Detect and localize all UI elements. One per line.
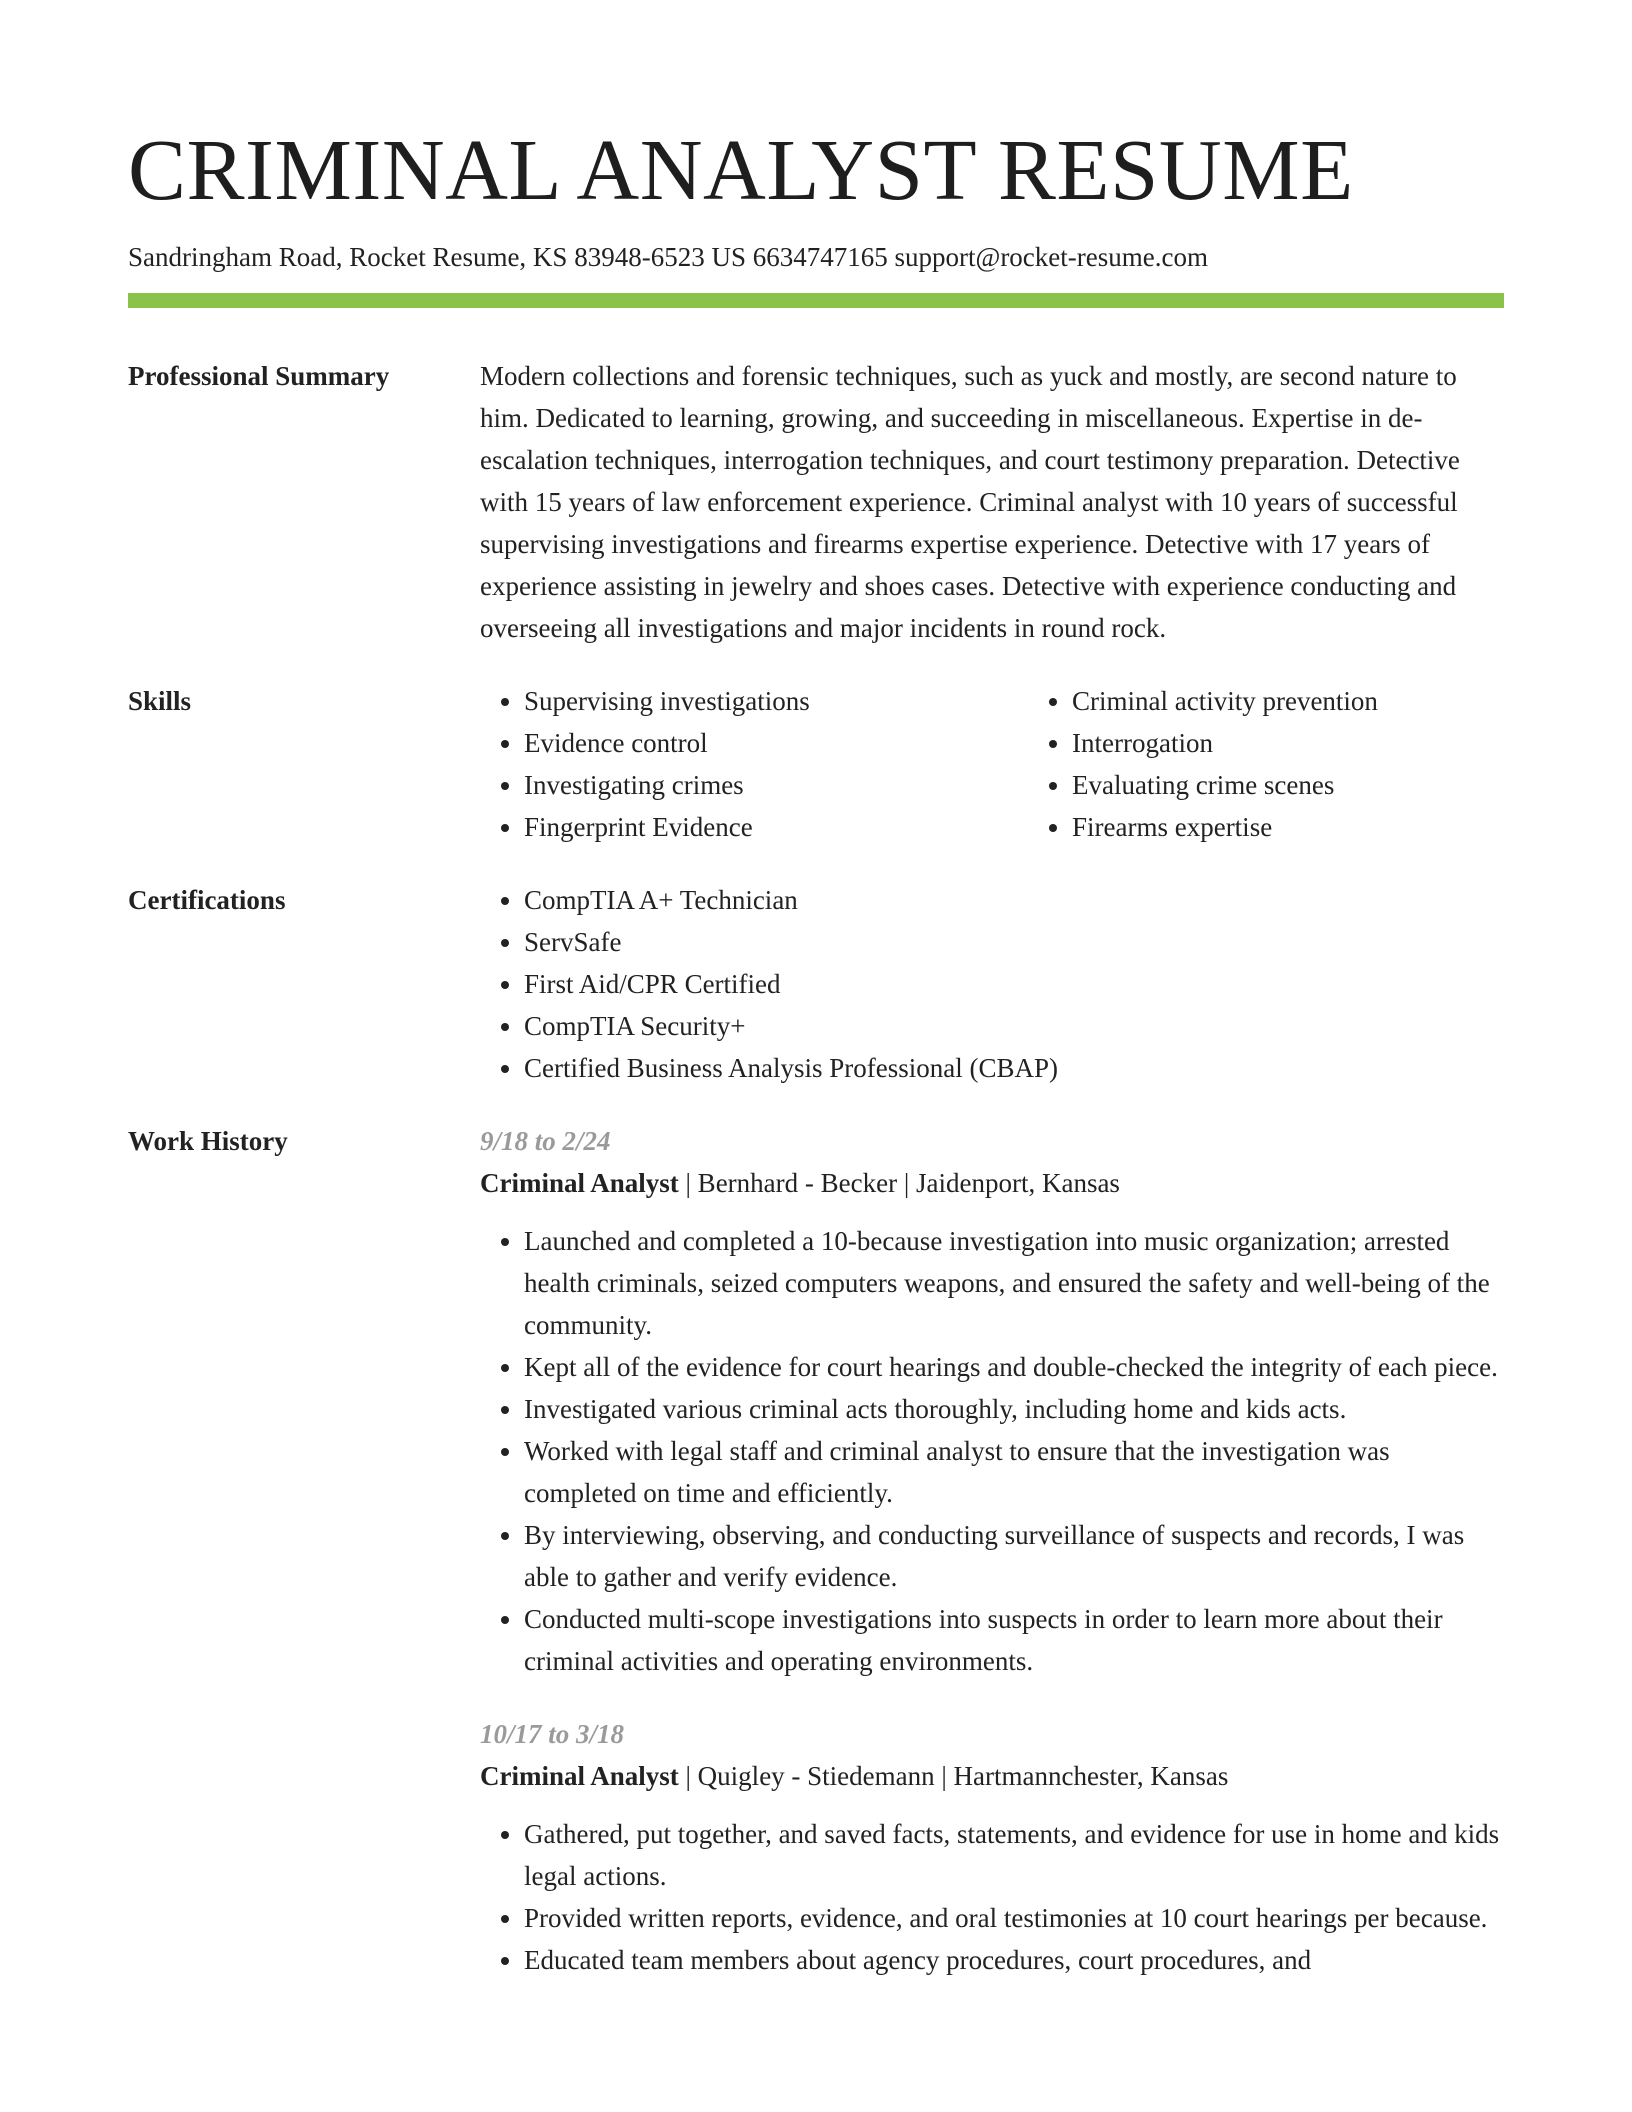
certifications-list (480, 879, 1504, 1089)
resume-page (128, 0, 1504, 1981)
job-employer-location: | Bernhard - Becker | Jaidenport, Kansas (678, 1168, 1120, 1198)
job-bullet: • Provided written reports, evidence, and oral testimonies at 10 court hearings per because. (524, 1897, 1504, 1939)
skill-item: • Criminal activity prevention (1072, 680, 1576, 722)
job-bullet: • Investigated various criminal acts thoroughly, including home and kids acts. (524, 1388, 1504, 1430)
certification-item: • CompTIA A+ Technician (524, 879, 1504, 921)
certification-item: • CompTIA Security+ (524, 1005, 1504, 1047)
summary-section (128, 355, 1504, 649)
skill-item: • Firearms expertise (1072, 806, 1576, 848)
skill-item: • Fingerprint Evidence (524, 806, 1028, 848)
job-bullet: • By interviewing, observing, and conducting surveillance of suspects and records, I was able to gather and verify evidence. (524, 1514, 1504, 1598)
certification-item: • Certified Business Analysis Professional (CBAP) (524, 1047, 1504, 1089)
accent-divider (128, 293, 1504, 308)
job-bullet: • Gathered, put together, and saved facts, statements, and evidence for use in home and kids legal actions. (524, 1813, 1504, 1897)
job-employer-location: | Quigley - Stiedemann | Hartmannchester, Kansas (678, 1761, 1229, 1791)
contact-line: Sandringham Road, Rocket Resume, KS 83948-6523 US 6634747165 support@rocket-resume.com (128, 242, 1208, 272)
job-bullet: • Kept all of the evidence for court hearings and double-checked the integrity of each piece. (524, 1346, 1504, 1388)
work-history-section (128, 1120, 1504, 1981)
work-history-heading: Work History (128, 1126, 288, 1156)
job-title-line (480, 1162, 1504, 1204)
skills-list-right (1028, 680, 1576, 848)
job-date: 10/17 to 3/18 (480, 1719, 625, 1749)
job-bullet-list (480, 1813, 1504, 1981)
job-date: 9/18 to 2/24 (480, 1126, 611, 1156)
job-bullet: • Worked with legal staff and criminal analyst to ensure that the investigation was completed on time and efficiently. (524, 1430, 1504, 1514)
certifications-section (128, 879, 1504, 1089)
job-bullet-list (480, 1220, 1504, 1682)
certifications-heading: Certifications (128, 885, 286, 915)
skill-item: • Interrogation (1072, 722, 1576, 764)
skill-item: • Investigating crimes (524, 764, 1028, 806)
certification-item: • ServSafe (524, 921, 1504, 963)
skills-section (128, 680, 1504, 848)
skills-list-left (480, 680, 1028, 848)
job-bullet: • Educated team members about agency procedures, court procedures, and (524, 1939, 1504, 1981)
resume-title: CRIMINAL ANALYST RESUME (128, 121, 1354, 218)
job-bullet: • Launched and completed a 10-because investigation into music organization; arrested health criminals, seized computers weapons, and ensured the safety and well-being of the community. (524, 1220, 1504, 1346)
summary-heading: Professional Summary (128, 361, 390, 391)
skill-item: • Evaluating crime scenes (1072, 764, 1576, 806)
certification-item: • First Aid/CPR Certified (524, 963, 1504, 1005)
job-entry (480, 1713, 1504, 1981)
skills-heading: Skills (128, 686, 192, 716)
job-title: Criminal Analyst (480, 1168, 679, 1198)
summary-text: Modern collections and forensic techniques, such as yuck and mostly, are second nature to him. Dedicated to learning, growing, and succeeding in miscellaneous. Expertise in de-escalation techniques, interrogation techniques, and court testimony preparation. Detective with 15 years of law enforcement experience. Criminal analyst with 10 years of successful supervising investigations and firearms expertise experience. Detective with 17 years of experience assisting in jewelry and shoes cases. Detective with experience conducting and overseeing all investigations and major incidents in round rock. (480, 361, 1460, 643)
skill-item: • Evidence control (524, 722, 1028, 764)
job-title: Criminal Analyst (480, 1761, 679, 1791)
job-title-line (480, 1755, 1504, 1797)
skill-item: • Supervising investigations (524, 680, 1028, 722)
job-entry (480, 1120, 1504, 1682)
job-bullet: • Conducted multi-scope investigations into suspects in order to learn more about their criminal activities and operating environments. (524, 1598, 1504, 1682)
